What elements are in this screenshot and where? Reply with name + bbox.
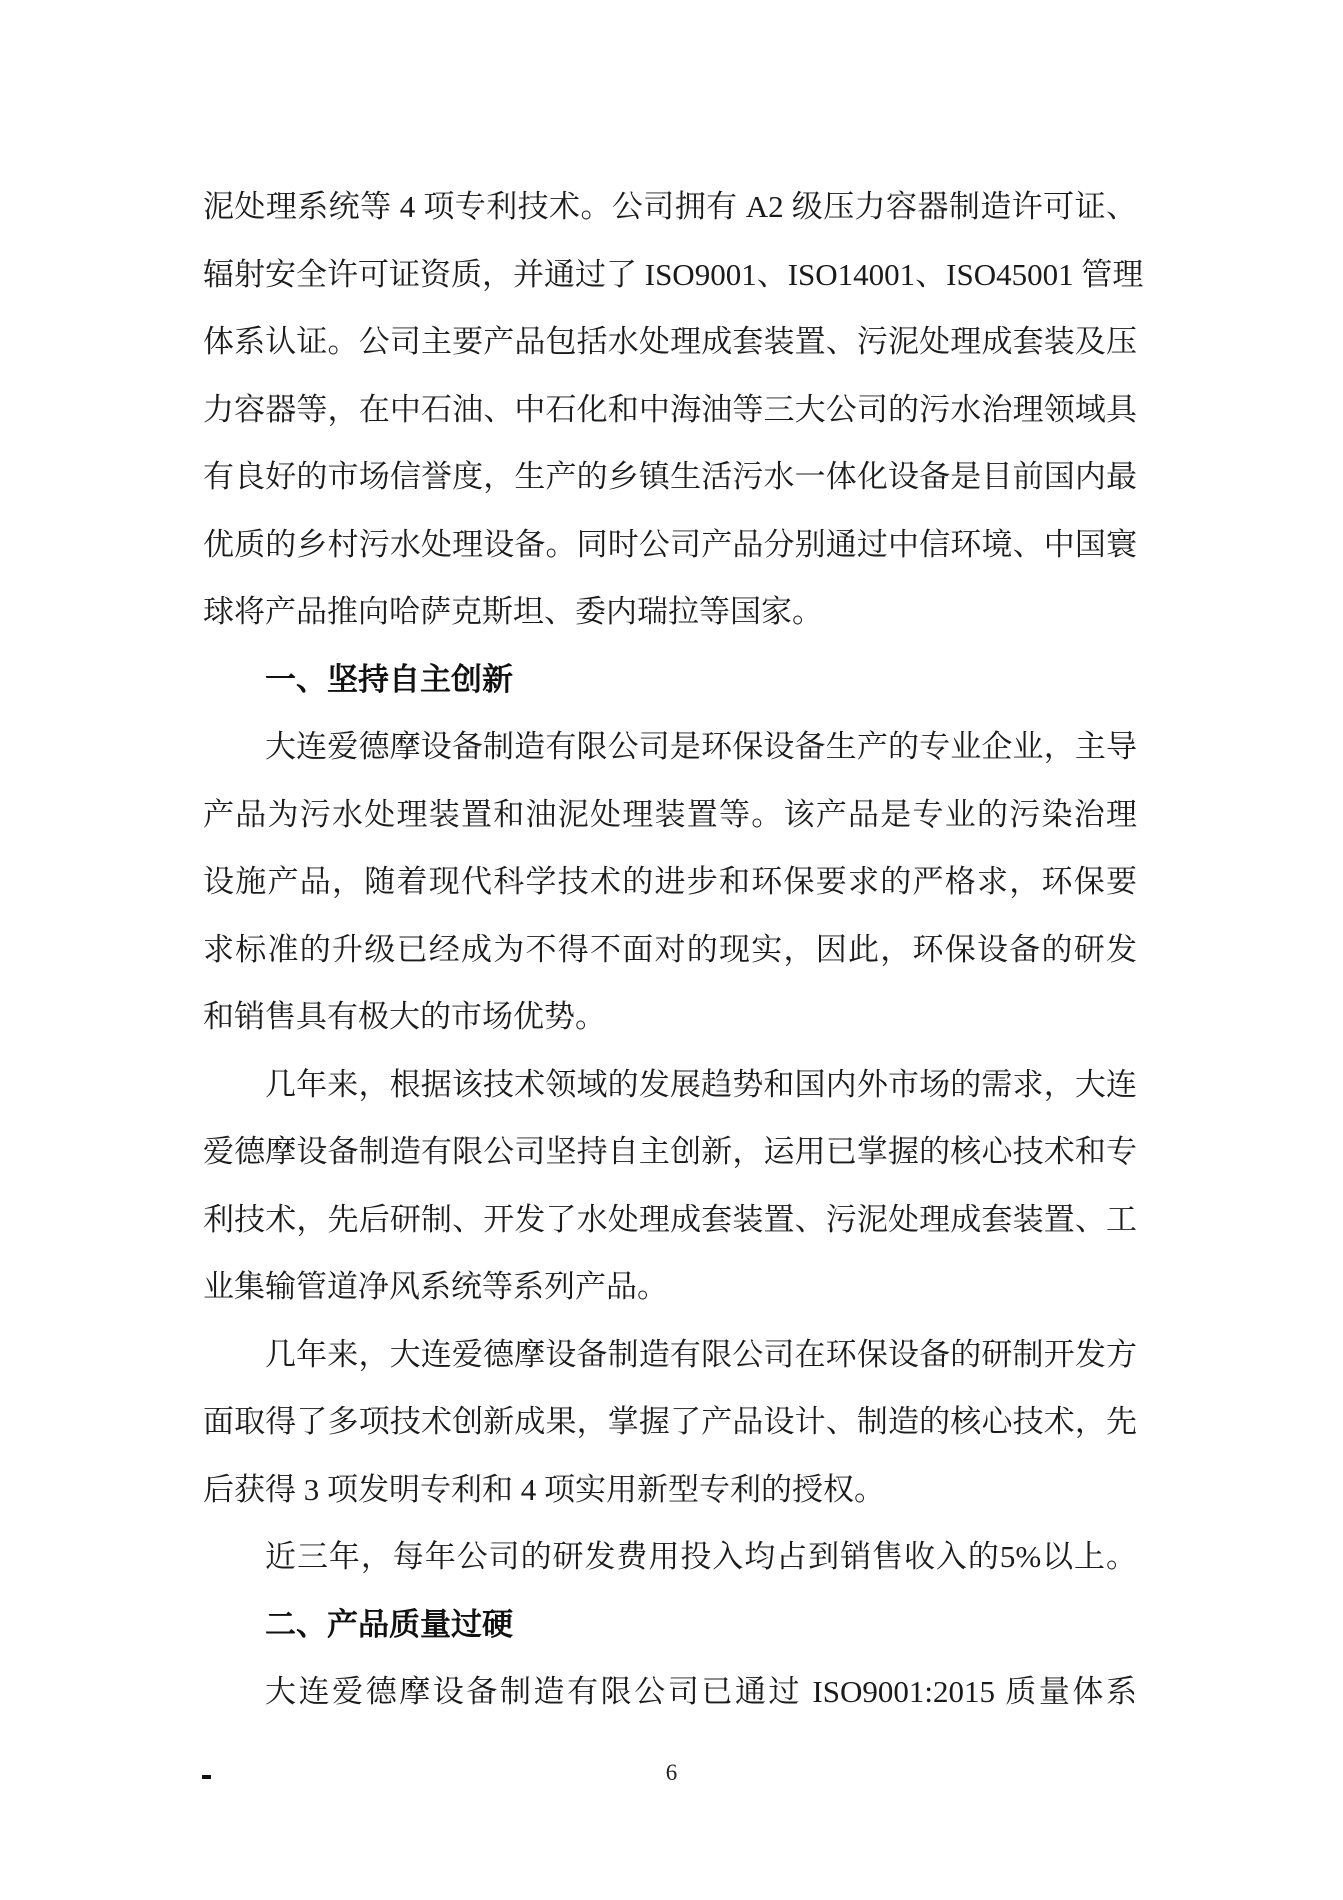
- section-heading: 二、产品质量过硬: [265, 1606, 513, 1642]
- text-line: 利技术，先后研制、开发了水处理成套装置、污泥处理成套装置、工: [203, 1201, 1137, 1237]
- text-line: 几年来，大连爱德摩设备制造有限公司在环保设备的研制开发方: [265, 1336, 1137, 1372]
- text-line: 产品为污水处理装置和油泥处理装置等。该产品是专业的污染治理: [203, 796, 1137, 832]
- text-line: 求标准的升级已经成为不得不面对的现实，因此，环保设备的研发: [203, 931, 1137, 967]
- text-line: 近三年，每年公司的研发费用投入均占到销售收入的5%以上。: [265, 1539, 1137, 1574]
- text-line: 大连爱德摩设备制造有限公司是环保设备生产的专业企业，主导: [265, 729, 1137, 764]
- text-line: 业集输管道净风系统等系列产品。: [203, 1269, 668, 1304]
- text-line: 设施产品，随着现代科学技术的进步和环保要求的严格求，环保要: [203, 864, 1137, 899]
- text-line: 几年来，根据该技术领域的发展趋势和国内外市场的需求，大连: [265, 1066, 1137, 1102]
- text-line: 泥处理系统等 4 项专利技术。公司拥有 A2 级压力容器制造许可证、: [203, 189, 1137, 224]
- text-line: 爱德摩设备制造有限公司坚持自主创新，运用已掌握的核心技术和专: [203, 1134, 1137, 1169]
- text-line: 球将产品推向哈萨克斯坦、委内瑞拉等国家。: [203, 594, 823, 629]
- page-number: 6: [665, 1760, 678, 1785]
- text-line: 力容器等，在中石油、中石化和中海油等三大公司的污水治理领域具: [203, 391, 1137, 427]
- text-line: 和销售具有极大的市场优势。: [203, 999, 606, 1034]
- text-line: 有良好的市场信誉度，生产的乡镇生活污水一体化设备是目前国内最: [203, 459, 1137, 494]
- text-line: 后获得 3 项发明专利和 4 项实用新型专利的授权。: [203, 1471, 885, 1507]
- text-line: 辐射安全许可证资质，并通过了 ISO9001、ISO14001、ISO45001 管理: [203, 256, 1144, 292]
- text-line: 大连爱德摩设备制造有限公司已通过 ISO9001:2015 质量体系: [265, 1674, 1137, 1709]
- text-line: 体系认证。公司主要产品包括水处理成套装置、污泥处理成套装及压: [203, 324, 1137, 359]
- document-text: [203, 173, 1144, 1726]
- text-line: 面取得了多项技术创新成果，掌握了产品设计、制造的核心技术，先: [203, 1404, 1137, 1439]
- section-heading: 一、坚持自主创新: [265, 661, 513, 697]
- text-line: 优质的乡村污水处理设备。同时公司产品分别通过中信环境、中国寰: [203, 526, 1137, 562]
